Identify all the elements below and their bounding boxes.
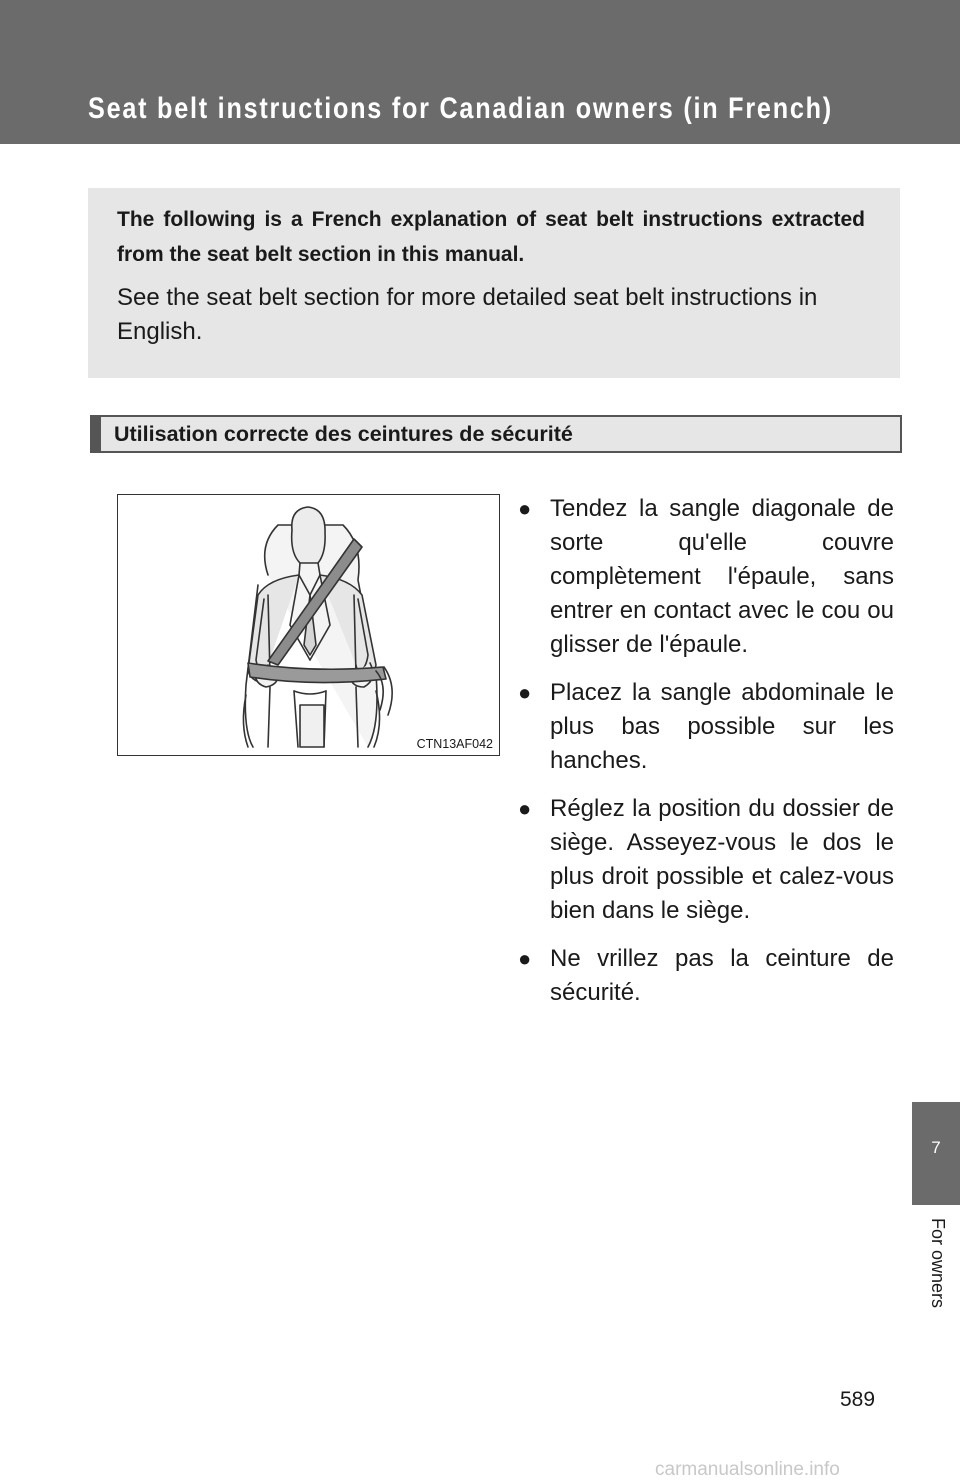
list-item-text: Placez la sangle abdominale le plus bas possible sur les hanches. — [550, 679, 894, 774]
page-header — [0, 0, 960, 144]
list-item-text: Réglez la position du dossier de siège. Asseyez-vous le dos le plus droit possible et calez-vous bien dans le siège. — [550, 795, 894, 924]
page-title: Seat belt instructions for Canadian owners (in French) — [88, 92, 833, 125]
list-item — [518, 942, 894, 1010]
figure-code: CTN13AF042 — [416, 737, 493, 751]
section-heading-stripe — [92, 417, 101, 451]
list-item — [518, 492, 894, 662]
chapter-number: 7 — [931, 1138, 941, 1157]
section-title: Utilisation correcte des ceintures de sécurité — [114, 422, 573, 446]
bullet-icon: ● — [518, 796, 532, 821]
instruction-list — [518, 492, 894, 1024]
list-item-text: Tendez la sangle diagonale de sorte qu'elle couvre complètement l'épaule, sans entrer en contact avec le cou ou glisser de l'épaule. — [550, 495, 894, 658]
list-item-text: Ne vrillez pas la ceinture de sécurité. — [550, 945, 894, 1006]
page-number: 589 — [840, 1388, 876, 1411]
intro-bold-text: The following is a French explanation of seat belt instructions extracted from the seat belt section in this manual. — [117, 208, 865, 266]
chapter-tab — [912, 1102, 960, 1205]
intro-box — [88, 188, 900, 378]
bullet-icon: ● — [518, 680, 532, 705]
list-item — [518, 676, 894, 778]
bullet-icon: ● — [518, 496, 532, 521]
seatbelt-illustration — [117, 494, 500, 756]
seated-person-icon — [118, 495, 499, 755]
list-item — [518, 792, 894, 928]
bullet-icon: ● — [518, 946, 532, 971]
intro-normal-text: See the seat belt section for more detailed seat belt instructions in English. — [117, 284, 818, 345]
section-heading-bar — [90, 415, 902, 453]
watermark: carmanualsonline.info — [655, 1459, 840, 1480]
chapter-label: For owners — [928, 1218, 948, 1309]
